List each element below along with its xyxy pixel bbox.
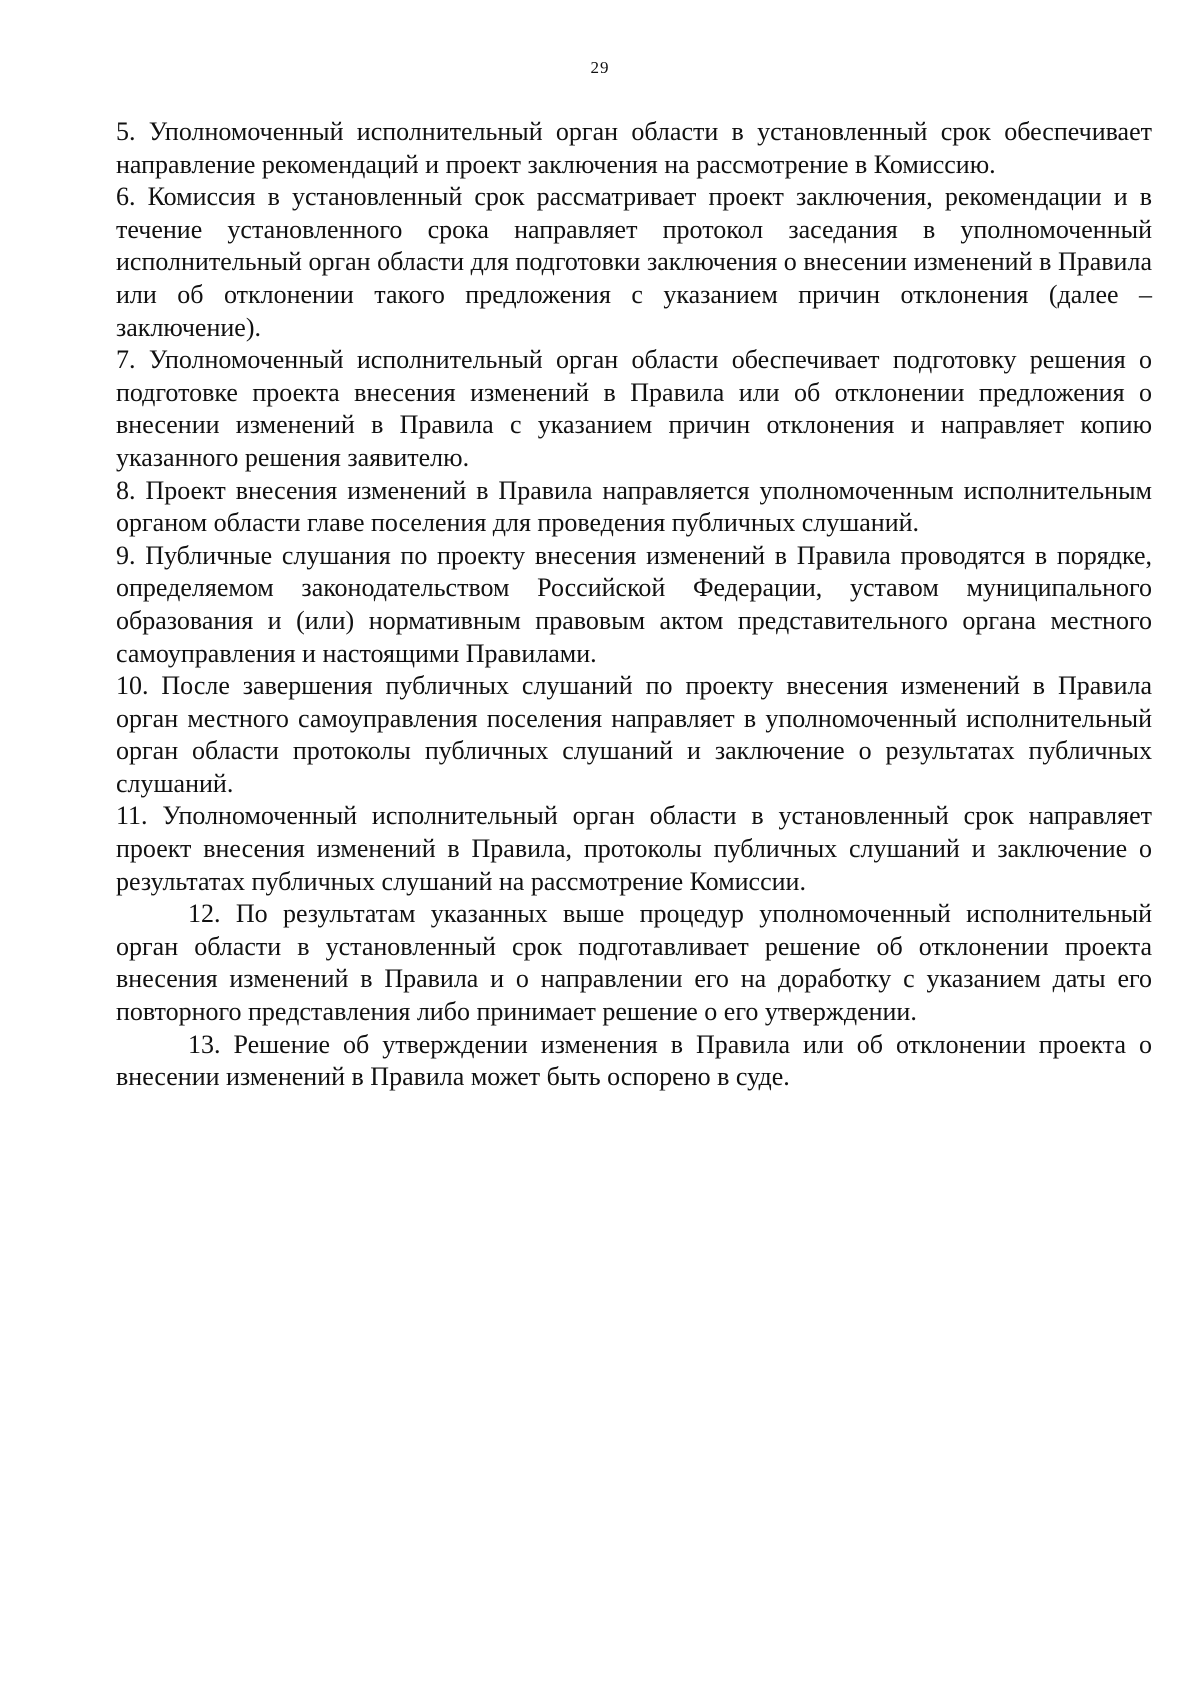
paragraph-13: 13. Решение об утверждении изменения в Правила или об отклонении проекта о внесении изменений в Правила может быть оспорено в суде. [116,1029,1152,1092]
page-number: 29 [590,58,610,77]
paragraph-6: 6. Комиссия в установленный срок рассматривает проект заключения, рекомендации и в течение установленного срока направляет протокол заседания в уполномоченный исполнительный орган области для подготовки заключения о внесении изменений в Правила или об отклонении такого предложения с указанием причин отклонения (далее – заключение). [116,182,1152,342]
paragraph-8: 8. Проект внесения изменений в Правила направляется уполномоченным исполнительным органом области главе поселения для проведения публичных слушаний. [116,475,1152,538]
paragraph-12: 12. По результатам указанных выше процедур уполномоченный исполнительный орган области в установленный срок подготавливает решение об отклонении проекта внесения изменений в Правила и о направлении его на доработку с указанием даты его повторного представления либо принимает решение о его утверждении. [116,899,1152,1027]
paragraph-11: 11. Уполномоченный исполнительный орган области в установленный срок направляет проект внесения изменений в Правила, протоколы публичных слушаний и заключение о результатах публичных слушаний на рассмотрение Комиссии. [116,801,1152,896]
document-body [116,116,1152,1094]
paragraph-9: 9. Публичные слушания по проекту внесения изменений в Правила проводятся в порядке, определяемом законодательством Российской Федерации, уставом муниципального образования и (или) нормативным правовым актом представительного органа местного самоуправления и настоящими Правилами. [116,540,1152,668]
paragraph-10: 10. После завершения публичных слушаний по проекту внесения изменений в Правила орган местного самоуправления поселения направляет в уполномоченный исполнительный орган области протоколы публичных слушаний и заключение о результатах публичных слушаний. [116,671,1152,798]
paragraph-5: 5. Уполномоченный исполнительный орган области в установленный срок обеспечивает направление рекомендаций и проект заключения на рассмотрение в Комиссию. [116,117,1152,179]
paragraph-7: 7. Уполномоченный исполнительный орган области обеспечивает подготовку решения о подготовке проекта внесения изменений в Правила или об отклонении предложения о внесении изменений в Правила с указанием причин отклонения и направляет копию указанного решения заявителю. [116,345,1152,472]
